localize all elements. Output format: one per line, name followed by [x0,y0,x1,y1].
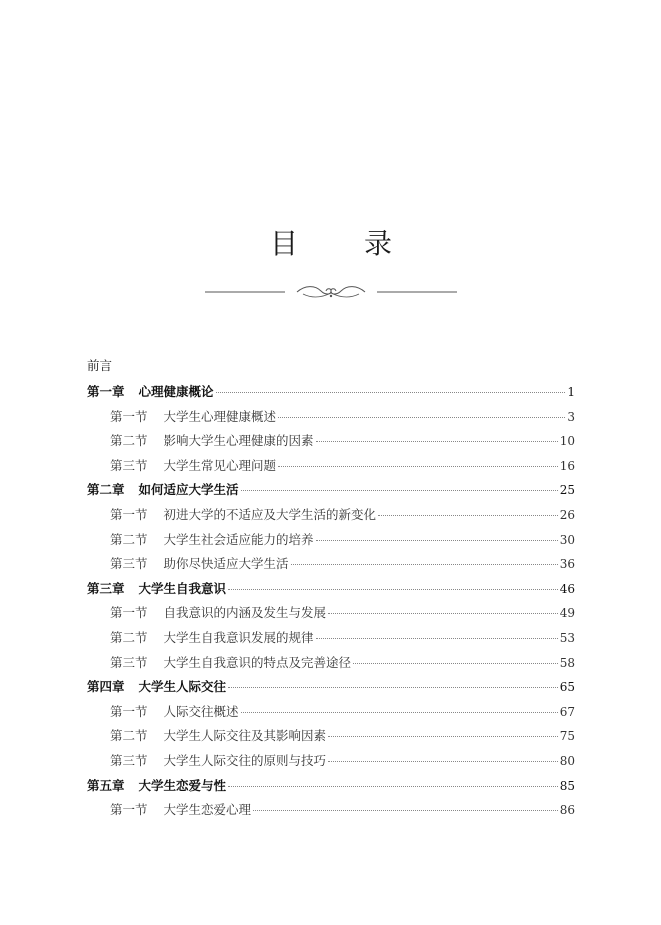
toc-page-number: 80 [559,754,575,768]
dot-leader [216,392,566,393]
toc-page-number: 25 [559,483,575,498]
toc-entry-number: 第一节 [110,408,148,424]
toc-entry-number: 第二节 [110,531,148,547]
dot-leader [328,736,558,737]
toc-entry-title: 大学生社会适应能力的培养 [163,531,314,547]
toc-entry-number: 第三节 [110,457,148,473]
toc-section-row[interactable] [110,726,575,746]
dot-leader [316,638,558,639]
toc-entry-number: 第一节 [110,507,148,522]
dot-leader [328,761,558,762]
toc-entry-number: 第三节 [110,556,148,572]
toc-entry-number: 第三章 [87,580,125,596]
toc-chapter-row[interactable] [87,579,575,599]
toc-entry-title: 初进大学的不适应及大学生活的新变化 [163,507,377,522]
toc-section-row[interactable] [110,603,575,623]
toc-section-row[interactable] [110,800,575,820]
toc-section-row[interactable] [110,407,575,427]
toc-section-row[interactable] [110,505,575,525]
dot-leader [228,687,558,688]
toc-page-number: 65 [559,680,575,695]
toc-entry-title: 大学生心理健康概述 [163,408,277,424]
dot-leader [278,466,558,467]
toc-entry-title: 大学生人际交往及其影响因素 [163,728,327,744]
toc-section-row[interactable] [110,702,575,722]
toc-entry-title: 影响大学生心理健康的因素 [163,433,314,449]
toc-entry-number: 第二节 [110,433,148,449]
toc-chapter-row[interactable] [87,776,575,796]
dot-leader [228,589,558,590]
dot-leader [291,564,558,565]
page-title [0,222,661,262]
toc-page-number: 67 [559,704,575,719]
dot-leader [278,417,565,418]
toc-page-number: 46 [559,581,575,596]
toc-chapter-row[interactable] [87,480,575,500]
toc-section-row[interactable] [110,554,575,574]
toc-page-number: 85 [559,778,575,793]
toc-entry-title: 大学生自我意识发展的规律 [163,630,314,645]
toc-section-row[interactable] [110,653,575,673]
toc-entry-title: 大学生人际交往 [138,679,227,695]
toc-entry-title: 大学生人际交往的原则与技巧 [163,753,327,768]
dot-leader [378,515,558,516]
toc-entry-title: 大学生恋爱心理 [163,802,252,818]
toc-section-row[interactable] [110,530,575,550]
dot-leader [328,613,558,614]
preface-heading: 前言 [87,358,113,373]
toc-entry-title: 如何适应大学生活 [138,482,239,498]
title-char-2: 录 [364,227,393,260]
toc-entry-title: 大学生自我意识的特点及完善途径 [163,654,352,670]
dot-leader [241,712,558,713]
toc-page-number: 3 [567,409,575,424]
dot-leader [228,786,558,787]
toc-page-number: 75 [559,729,575,744]
toc-section-row[interactable] [110,431,575,451]
title-char-1: 目 [270,227,299,260]
toc-entry-number: 第四章 [87,679,125,695]
toc-entry-title: 自我意识的内涵及发生与发展 [163,605,327,621]
toc-entry-title: 大学生自我意识 [138,580,227,596]
toc-entry-title: 助你尽快适应大学生活 [163,556,289,572]
toc-page-number: 30 [559,532,575,547]
dot-leader [316,540,558,541]
toc-page-number: 16 [559,458,575,473]
toc-page-number: 36 [559,557,575,572]
toc-section-row[interactable] [110,628,575,648]
toc-section-row[interactable] [110,456,575,476]
dot-leader [253,810,558,811]
toc-chapter-row[interactable] [87,382,575,402]
toc-entry-title: 大学生常见心理问题 [163,457,277,473]
toc-entry-number: 第一节 [110,703,148,719]
dot-leader [241,490,558,491]
toc-entry-title: 大学生恋爱与性 [138,777,227,793]
toc-entry-number: 第一节 [110,605,148,621]
toc-page-number: 10 [559,434,575,449]
toc-page-number: 26 [559,508,575,522]
toc-section-row[interactable] [110,751,575,771]
dot-leader [353,663,558,664]
toc-entry-number: 第二节 [110,728,148,744]
toc-entry-number: 第二章 [87,482,125,498]
toc-entry-number: 第三节 [110,753,148,768]
toc-entry-number: 第二节 [110,630,148,645]
dot-leader [316,441,558,442]
toc-entry-number: 第一节 [110,802,148,818]
toc-page-number: 1 [567,385,575,399]
title-ornament [205,282,457,302]
toc-page-number: 49 [559,606,575,621]
toc-entry-number: 第五章 [87,777,125,793]
toc-entry-number: 第一章 [87,384,125,399]
toc-entry-number: 第三节 [110,654,148,670]
toc-page-number: 58 [559,655,575,670]
toc-entry-title: 人际交往概述 [163,703,239,719]
toc-entry-title: 心理健康概论 [138,384,214,399]
toc-chapter-row[interactable] [87,677,575,697]
toc-page-number: 53 [559,631,575,645]
toc-page-number: 86 [559,803,575,818]
